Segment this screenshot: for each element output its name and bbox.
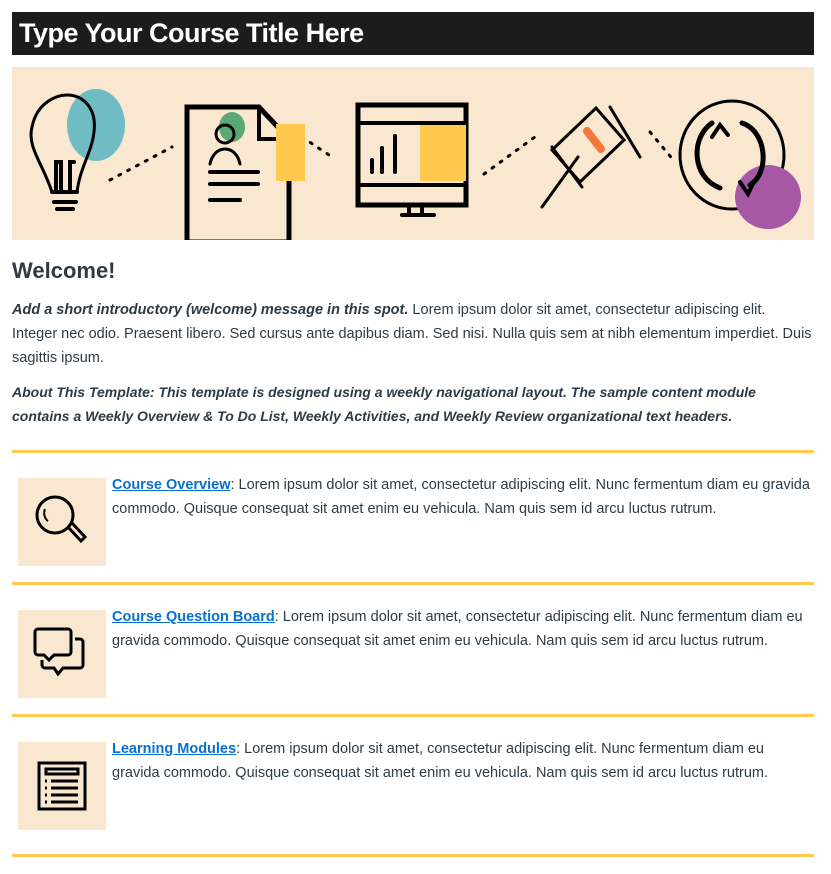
- welcome-heading: Welcome!: [12, 258, 116, 283]
- intro-paragraph: [12, 298, 814, 370]
- course-question-board-link[interactable]: Course Question Board: [112, 609, 275, 625]
- intro-text: Lorem ipsum dolor sit amet, consectetur adipiscing elit. Integer nec odio. Praesent libero. Sed cursus ante dapibus diam. Sed nisi. Nulla quis sem at nibh elementum imperdiet. Duis sagittis ipsum.: [12, 302, 812, 366]
- item-description: : Lorem ipsum dolor sit amet, consectetur adipiscing elit. Nunc fermentum diam eu gravida commodo. Quisque consequat sit amet enim eu vehicula. Nam quis sem id arcu luctus rutrum.: [112, 741, 769, 781]
- refresh-icon: [680, 101, 801, 229]
- list-item: [12, 585, 814, 714]
- list-item: [12, 453, 814, 582]
- resume-document-icon: [187, 107, 289, 240]
- page-title: Type Your Course Title Here: [12, 12, 814, 55]
- divider: [12, 854, 814, 857]
- magnifier-icon: [18, 478, 106, 566]
- monitor-chart-icon: [276, 105, 466, 215]
- about-template: About This Template: This template is designed using a weekly navigational layout. The sample content module contains a Weekly Overview & To Do List, Weekly Activities, and Weekly Review organizational text headers.: [12, 384, 756, 424]
- pushpin-icon: [542, 107, 640, 207]
- list-item: [12, 717, 814, 854]
- learning-modules-link[interactable]: Learning Modules: [112, 741, 237, 757]
- item-description: : Lorem ipsum dolor sit amet, consectetur adipiscing elit. Nunc fermentum diam eu gravida commodo. Quisque consequat sit amet enim eu vehicula. Nam quis sem id arcu luctus rutrum.: [112, 477, 810, 517]
- list-document-icon: [18, 742, 106, 830]
- chat-bubbles-icon: [18, 610, 106, 698]
- course-overview-link[interactable]: Course Overview: [112, 477, 231, 493]
- item-description: : Lorem ipsum dolor sit amet, consectetur adipiscing elit. Nunc fermentum diam eu gravida commodo. Quisque consequat sit amet enim eu vehicula. Nam quis sem id arcu luctus rutrum.: [112, 609, 803, 649]
- banner-image: [12, 67, 814, 240]
- intro-bold: Add a short introductory (welcome) message in this spot.: [12, 302, 409, 318]
